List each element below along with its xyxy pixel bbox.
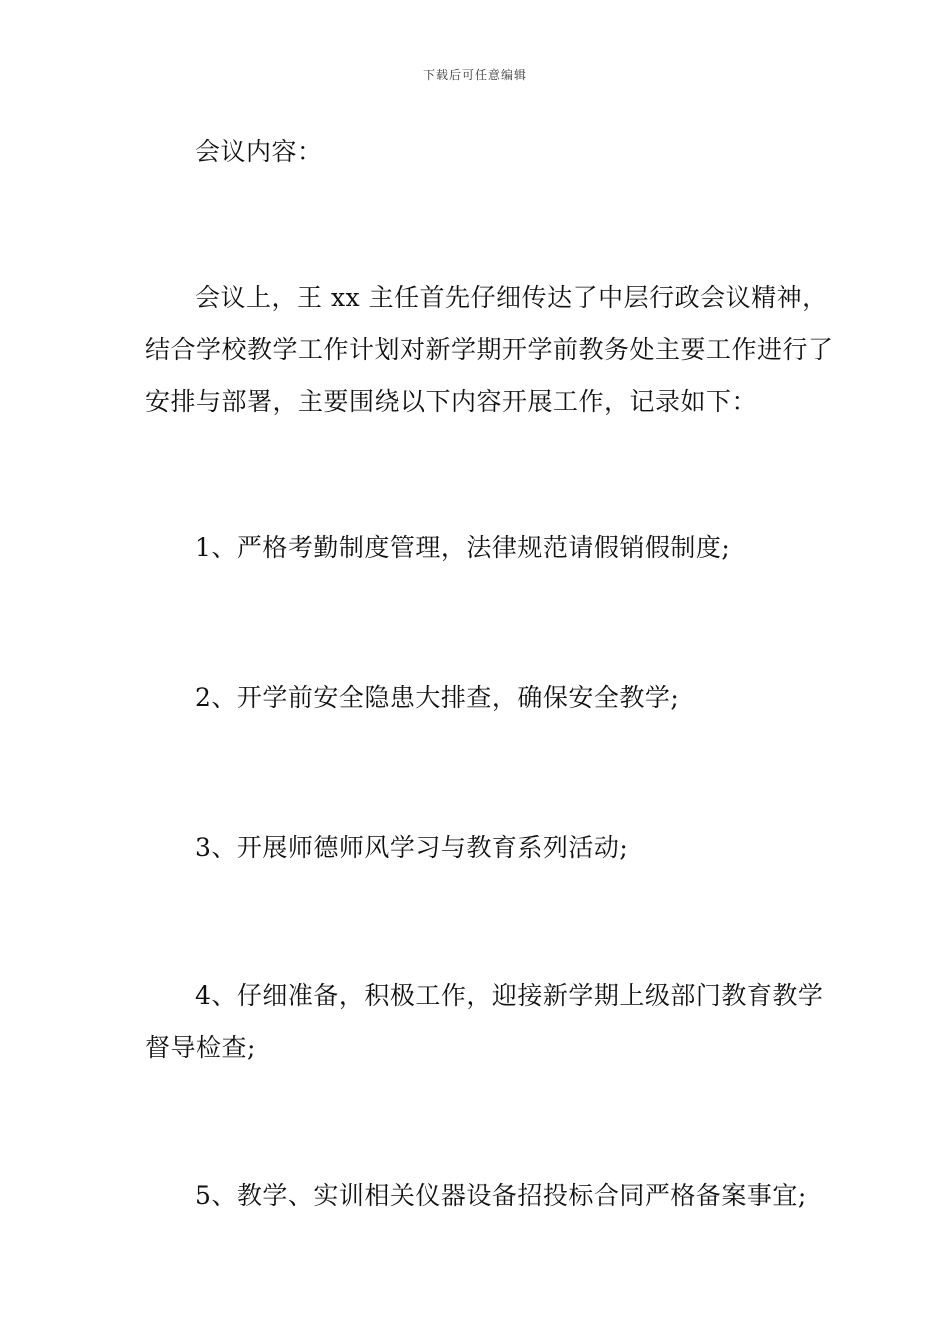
list-item: 3、开展师德师风学习与教育系列活动; (195, 833, 629, 862)
list-item: 5、教学、实训相关仪器设备招投标合同严格备案事宜; (195, 1181, 807, 1210)
intro-paragraph: 会议上，王 xx 主任首先仔细传达了中层行政会议精神，结合学校教学工作计划对新学期开学前教务处主要工作进行了安排与部署，主要围绕以下内容开展工作，记录如下： (145, 283, 834, 416)
list-item: 4、仔细准备，积极工作，迎接新学期上级部门教育教学督导检查; (145, 981, 824, 1062)
section-heading: 会议内容： (195, 137, 323, 166)
list-item: 2、开学前安全隐患大排查，确保安全教学; (195, 683, 680, 712)
list-item: 1、严格考勤制度管理，法律规范请假销假制度; (195, 533, 731, 562)
header-note: 下载后可任意编辑 (422, 68, 527, 82)
